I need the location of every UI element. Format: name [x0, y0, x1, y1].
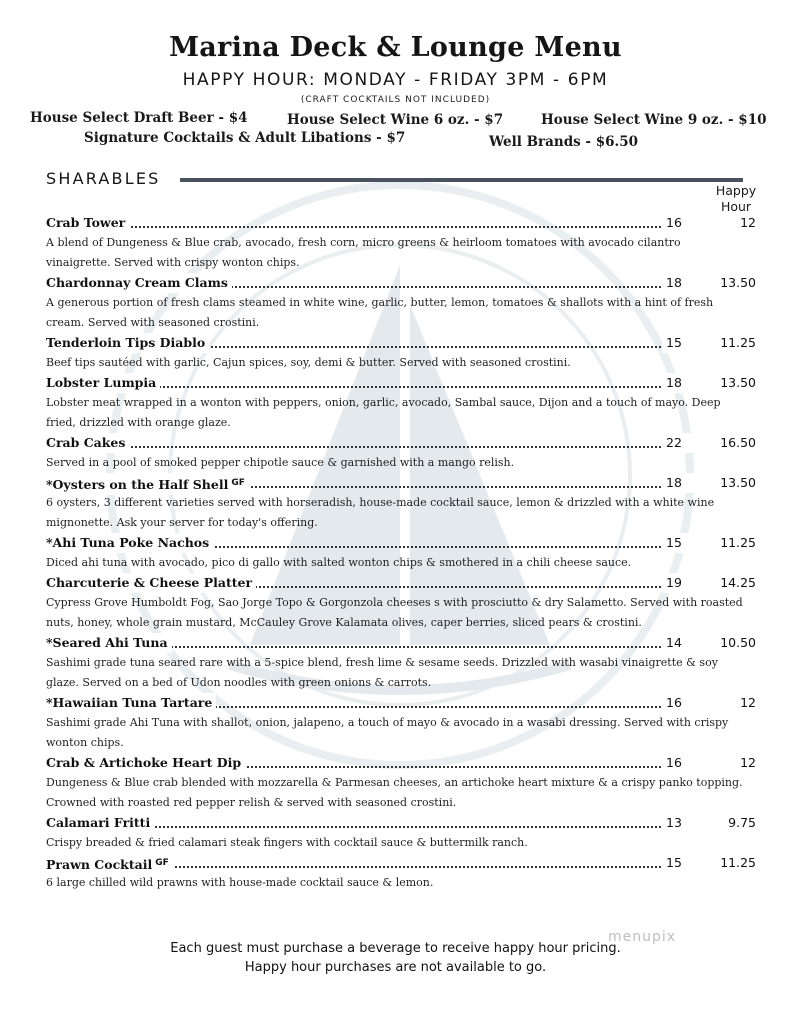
- menu-item: [46, 853, 756, 893]
- menu-item-happy-hour-price: 11.25: [720, 335, 756, 350]
- menu-item-name: Crab Cakes: [46, 433, 129, 453]
- menu-item-description: Cypress Grove Humboldt Fog, Sao Jorge Topo & Gorgonzola cheeses s with prosciutto & dry Salametto. Served with roasted nuts, honey, whole grain mustard, McCauley Grove Kalamata olives, caper berries, sliced pears & crostini.: [46, 596, 743, 629]
- menu-item-name: Charcuterie & Cheese Platter: [46, 573, 256, 593]
- special-cocktails: Signature Cocktails & Adult Libations - $7: [84, 130, 406, 146]
- menu-item-price: 16: [662, 753, 698, 773]
- footer-line-2: Happy hour purchases are not available to go.: [244, 960, 547, 975]
- menu-items-list: [46, 213, 756, 893]
- section-divider: [180, 178, 743, 182]
- dot-leader: [46, 446, 661, 448]
- footer-line-1: Each guest must purchase a beverage to receive happy hour pricing.: [170, 941, 621, 956]
- menu-item-happy-hour-price: 13.50: [720, 375, 756, 390]
- menu-item-name: Chardonnay Cream Clams: [46, 273, 232, 293]
- menu-item-name: Calamari Fritti: [46, 813, 154, 833]
- gluten-free-badge: GF: [231, 478, 245, 488]
- menu-item-price: 19: [662, 573, 698, 593]
- menu-item-happy-hour-price: 9.75: [728, 815, 756, 830]
- menu-item-happy-hour-price: 12: [740, 215, 756, 230]
- special-well-brands: Well Brands - $6.50: [489, 134, 639, 150]
- menu-item-line: [46, 573, 756, 593]
- happy-hour-times: HAPPY HOUR: MONDAY - FRIDAY 3PM - 6PM: [182, 70, 609, 90]
- menu-item-name: Crab & Artichoke Heart Dip: [46, 753, 245, 773]
- menu-item-description: Lobster meat wrapped in a wonton with peppers, onion, garlic, avocado, Sambal sauce, Dijon and a touch of mayo. Deep fried, drizzled with orange glaze.: [46, 396, 721, 429]
- menu-item-name: Lobster Lumpia: [46, 373, 160, 393]
- menu-item: [46, 473, 756, 533]
- menu-item-happy-hour-price: 10.50: [720, 635, 756, 650]
- menu-item-price: 22: [662, 433, 698, 453]
- menu-item-happy-hour-price: 16.50: [720, 435, 756, 450]
- special-draft-beer: House Select Draft Beer - $4: [30, 110, 248, 126]
- menu-item-description: Diced ahi tuna with avocado, pico di gallo with salted wonton chips & smothered in a chili cheese sauce.: [46, 556, 632, 569]
- menu-item-line: [46, 753, 756, 773]
- menu-item-description: 6 oysters, 3 different varieties served with horseradish, house-made cocktail sauce, lemon & drizzled with a white wine mignonette. Ask your server for today's offering.: [46, 496, 715, 529]
- menu-item-price: 18: [662, 473, 698, 493]
- menu-item-line: [46, 693, 756, 713]
- menu-item: [46, 433, 756, 473]
- menu-item-happy-hour-price: 14.25: [720, 575, 756, 590]
- menu-item-line: [46, 373, 756, 393]
- section-title: SHARABLES: [46, 169, 161, 188]
- menu-item-line: [46, 633, 756, 653]
- menu-item-name: *Hawaiian Tuna Tartare: [46, 693, 216, 713]
- menu-item-line: [46, 813, 756, 833]
- watermark-text: menupix: [608, 929, 677, 945]
- menu-item-price: 16: [662, 213, 698, 233]
- menu-item-price: 18: [662, 273, 698, 293]
- menu-item-price: 13: [662, 813, 698, 833]
- menu-item-description: Crispy breaded & fried calamari steak fingers with cocktail sauce & buttermilk ranch.: [46, 836, 528, 849]
- menu-item-description: Served in a pool of smoked pepper chipotle sauce & garnished with a mango relish.: [46, 456, 515, 469]
- menu-item-happy-hour-price: 12: [740, 755, 756, 770]
- footer-notice: [0, 939, 791, 977]
- menu-item: [46, 693, 756, 753]
- menu-item-name: *Seared Ahi Tuna: [46, 633, 172, 653]
- menu-item-description: 6 large chilled wild prawns with house-made cocktail sauce & lemon.: [46, 876, 434, 889]
- menu-item: [46, 333, 756, 373]
- menu-item-happy-hour-price: 11.25: [720, 535, 756, 550]
- menu-item: [46, 633, 756, 693]
- menu-item-name: Crab Tower: [46, 213, 129, 233]
- menu-item-happy-hour-price: 12: [740, 695, 756, 710]
- menu-item-price: 15: [662, 853, 698, 873]
- menu-item-name: *Ahi Tuna Poke Nachos: [46, 533, 213, 553]
- happy-hour-column-header: Happy Hour: [715, 183, 757, 214]
- menu-item: [46, 573, 756, 633]
- menu-item-description: Sashimi grade Ahi Tuna with shallot, onion, jalapeno, a touch of mayo & avocado in a wasabi dressing. Served with crispy wonton chips.: [46, 716, 729, 749]
- menu-item-name: *Oysters on the Half Shell $^{GF}$: [46, 473, 249, 495]
- menu-item: [46, 213, 756, 273]
- special-wine-9oz: House Select Wine 9 oz. - $10: [541, 112, 767, 128]
- menu-item-line: [46, 533, 756, 553]
- menu-item-description: Dungeness & Blue crab blended with mozzarella & Parmesan cheeses, an artichoke heart mixture & a crispy panko topping. Crowned with roasted red pepper relish & served with seasoned crostini.: [46, 776, 743, 809]
- menu-item: [46, 813, 756, 853]
- menu-item-name: Tenderloin Tips Diablo: [46, 333, 209, 353]
- menu-item-description: Sashimi grade tuna seared rare with a 5-spice blend, fresh lime & sesame seeds. Drizzled with wasabi vinaigrette & soy glaze. Served on a bed of Udon noodles with green onions & carrots.: [46, 656, 718, 689]
- menu-item-price: 14: [662, 633, 698, 653]
- menu-item-happy-hour-price: 11.25: [720, 855, 756, 870]
- menu-item-price: 15: [662, 333, 698, 353]
- menu-item-price: 16: [662, 693, 698, 713]
- menu-item-line: [46, 473, 756, 493]
- menu-item-happy-hour-price: 13.50: [720, 275, 756, 290]
- menu-item-happy-hour-price: 13.50: [720, 475, 756, 490]
- menu-item-description: A generous portion of fresh clams steamed in white wine, garlic, butter, lemon, tomatoes & shallots with a hint of fresh cream. Served with seasoned crostini.: [46, 296, 714, 329]
- gluten-free-badge: GF: [155, 858, 169, 868]
- menu-item-line: [46, 433, 756, 453]
- menu-item: [46, 753, 756, 813]
- menu-item-price: 15: [662, 533, 698, 553]
- menu-item: [46, 273, 756, 333]
- menu-item-line: [46, 853, 756, 873]
- menu-item-description: A blend of Dungeness & Blue crab, avocado, fresh corn, micro greens & heirloom tomatoes with avocado cilantro vinaigrette. Served with crispy wonton chips.: [46, 236, 681, 269]
- menu-item-line: [46, 333, 756, 353]
- menu-item-line: [46, 273, 756, 293]
- menu-item-description: Beef tips sautéed with garlic, Cajun spices, soy, demi & butter. Served with seasoned crostini.: [46, 356, 571, 369]
- menu-item: [46, 373, 756, 433]
- menu-item: [46, 533, 756, 573]
- menu-item-name: Prawn Cocktail $^{GF}$: [46, 853, 173, 875]
- menu-title: Marina Deck & Lounge Menu: [169, 32, 622, 63]
- dot-leader: [46, 226, 661, 228]
- menu-item-price: 18: [662, 373, 698, 393]
- happy-hour-note: (CRAFT COCKTAILS NOT INCLUDED): [300, 95, 491, 105]
- menu-item-line: [46, 213, 756, 233]
- special-wine-6oz: House Select Wine 6 oz. - $7: [287, 112, 504, 128]
